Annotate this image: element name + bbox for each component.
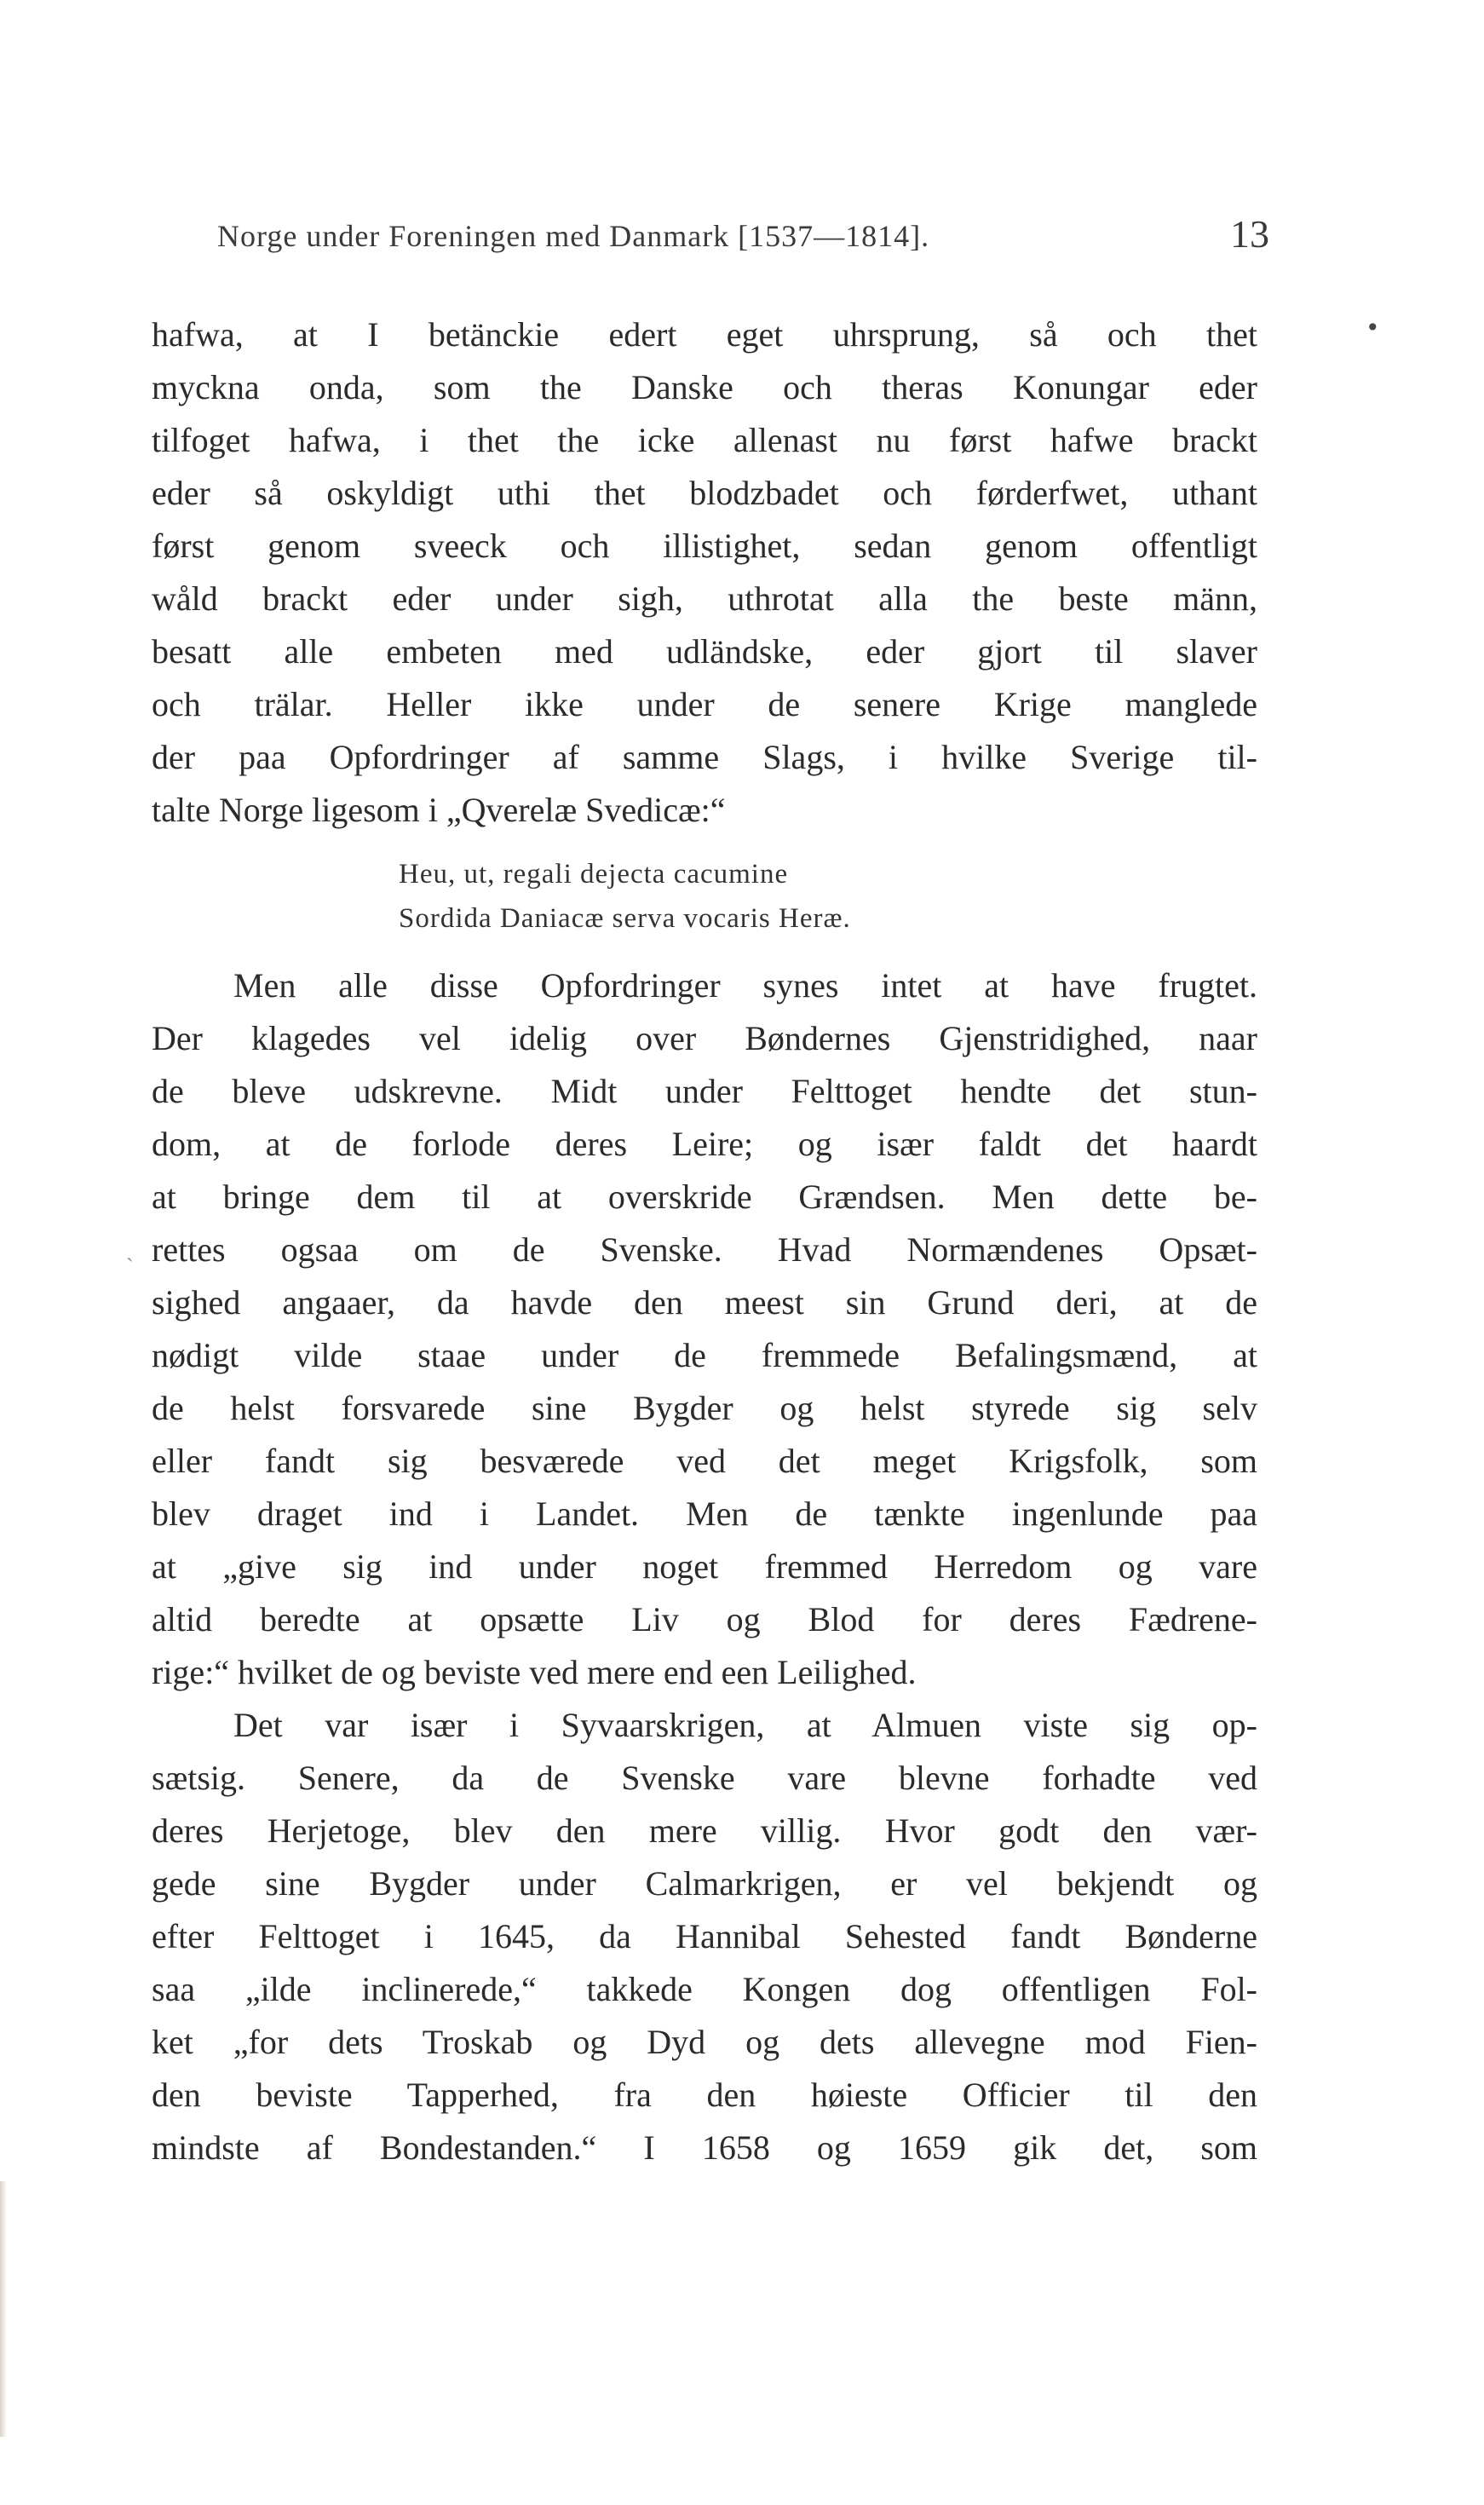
verse-line: Sordida Daniacæ serva vocaris Heræ. — [399, 903, 851, 934]
text-line: nødigt vilde staae under de fremmede Befalingsmænd, at — [152, 1336, 1257, 1374]
text-line: den beviste Tapperhed, fra den høieste Officier til den — [152, 2076, 1257, 2114]
margin-mark: • — [1366, 314, 1380, 342]
page-edge-shadow — [0, 2181, 7, 2437]
text-line: eder så oskyldigt uthi thet blodzbadet och førderfwet, uthant — [152, 474, 1257, 512]
text-line: der paa Opfordringer af samme Slags, i hvilke Sverige til- — [152, 738, 1257, 776]
text-line: efter Felttoget i 1645, da Hannibal Sehested fandt Bønderne — [152, 1917, 1257, 1955]
paragraph-1 — [152, 308, 1257, 837]
text-line: sætsig. Senere, da de Svenske vare blevne forhadte ved — [152, 1759, 1257, 1797]
paragraph-2 — [152, 959, 1257, 1699]
running-head: Norge under Foreningen med Danmark [1537—1814]. — [217, 219, 930, 253]
text-line: sighed angaaer, da havde den meest sin Grund deri, at de — [152, 1283, 1257, 1322]
text-line: eller fandt sig besværede ved det meget Krigsfolk, som — [152, 1442, 1257, 1480]
text-line: rettes ogsaa om de Svenske. Hvad Normændenes Opsæt- — [152, 1230, 1257, 1269]
text-line: hafwa, at I betänckie edert eget uhrsprung, så och thet — [152, 315, 1257, 354]
text-line: rige:“ hvilket de og beviste ved mere end een Leilighed. — [152, 1653, 917, 1691]
text-line: och trälar. Heller ikke under de senere Krige manglede — [152, 685, 1257, 723]
stray-mark: ˏ — [126, 1237, 134, 1263]
text-line: at bringe dem til at overskride Grændsen. Men dette be- — [152, 1178, 1257, 1216]
text-line: Der klagedes vel idelig over Bøndernes Gjenstridighed, naar — [152, 1019, 1257, 1057]
text-line: de helst forsvarede sine Bygder og helst styrede sig selv — [152, 1389, 1257, 1427]
text-line: myckna onda, som the Danske och theras Konungar eder — [152, 368, 1257, 406]
text-line: Men alle disse Opfordringer synes intet at have frugtet. — [233, 966, 1257, 1005]
page-number: 13 — [1230, 212, 1269, 256]
text-line: saa „ilde inclinerede,“ takkede Kongen dog offentligen Fol- — [152, 1970, 1257, 2008]
text-line: dom, at de forlode deres Leire; og især faldt det haardt — [152, 1125, 1257, 1163]
text-line: de bleve udskrevne. Midt under Felttoget hendte det stun- — [152, 1072, 1257, 1110]
text-line: wåld brackt eder under sigh, uthrotat alla the beste männ, — [152, 579, 1257, 618]
text-line: altid beredte at opsætte Liv og Blod for deres Fædrene- — [152, 1600, 1257, 1638]
text-line: deres Herjetoge, blev den mere villig. Hvor godt den vær- — [152, 1811, 1257, 1850]
page-header — [217, 211, 1269, 262]
text-line: talte Norge ligesom i „Qverelæ Svedicæ:“ — [152, 791, 726, 829]
text-line: besatt alle embeten med udländske, eder gjort til slaver — [152, 632, 1257, 671]
verse-line: Heu, ut, regali dejecta cacumine — [399, 859, 789, 890]
text-line: ket „for dets Troskab og Dyd og dets allevegne mod Fien- — [152, 2023, 1257, 2061]
text-line: blev draget ind i Landet. Men de tænkte ingenlunde paa — [152, 1494, 1257, 1533]
text-line: Det var især i Syvaarskrigen, at Almuen viste sig op- — [233, 1706, 1257, 1744]
text-line: at „give sig ind under noget fremmed Herredom og vare — [152, 1547, 1257, 1586]
text-line: tilfoget hafwa, i thet the icke allenast nu først hafwe brackt — [152, 421, 1257, 459]
body-text — [152, 308, 1257, 2174]
paragraph-3 — [152, 1699, 1257, 2174]
text-line: gede sine Bygder under Calmarkrigen, er vel bekjendt og — [152, 1864, 1257, 1903]
text-line: mindste af Bondestanden.“ I 1658 og 1659 gik det, som — [152, 2128, 1257, 2167]
latin-verse-quotation — [399, 852, 1257, 941]
text-line: først genom sveeck och illistighet, sedan genom offentligt — [152, 527, 1257, 565]
